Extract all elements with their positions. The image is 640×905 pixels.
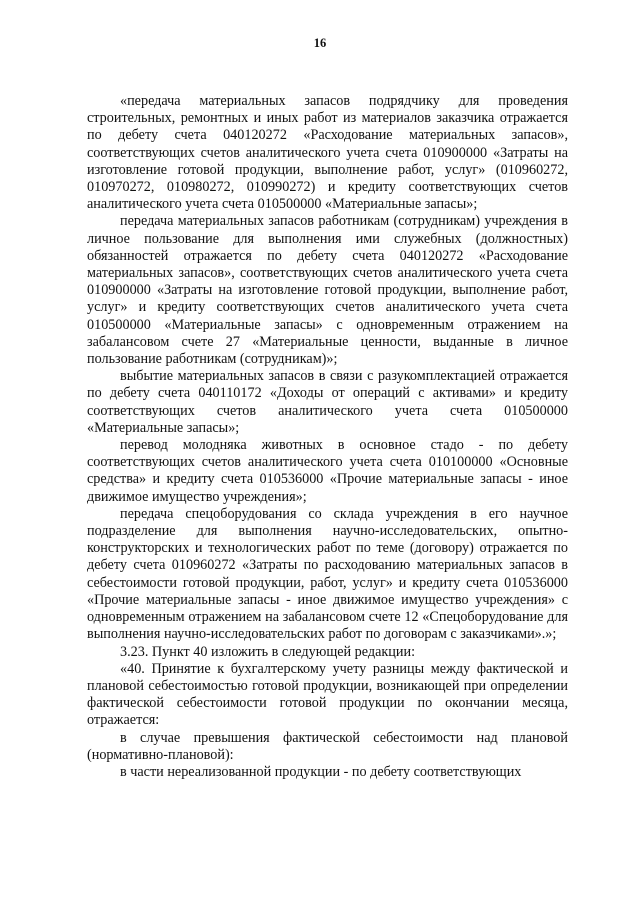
- paragraph: передача спецоборудования со склада учреждения в его научное подразделение для выполнения научно-исследовательских, опытно-конструкторских и технологических работ по теме (договору) отражается по дебету счета 010960272 «Затраты по расходованию материальных запасов в себестоимости готовой продукции, работ, услуг» и кредиту счета 010536000 «Прочие материальные запасы - иное движимое имущество учреждения» с одновременным отражением на забалансовом счете 12 «Спецоборудование для выполнения научно-исследовательских работ по договорам с заказчиками».»;: [87, 505, 568, 643]
- section-heading: 3.23. Пункт 40 изложить в следующей редакции:: [120, 643, 416, 660]
- page-number: 16: [313, 36, 327, 50]
- paragraph: «передача материальных запасов подрядчику для проведения строительных, ремонтных и иных работ из материалов заказчика отражается по дебету счета 040120272 «Расходование материальных запасов», соответствующих счетов аналитического учета счета 010900000 «Затраты на изготовление готовой продукции, выполнение работ, услуг» (010960272, 010970272, 010980272, 010990272) и кредиту соответствующих счетов аналитического учета счета 010500000 «Материальные запасы»;: [87, 93, 568, 213]
- paragraph: передача материальных запасов работникам (сотрудникам) учреждения в личное пользование для выполнения ими служебных (должностных) обязанностей отражается по дебету счета 040120272 «Расходование материальных запасов», соответствующих счетов аналитического учета счета 010900000 «Затраты на изготовление готовой продукции, выполнение работ, услуг» и кредиту соответствующих счетов аналитического учета счета 010500000 «Материальные запасы» с одновременным отражением на забалансовом счете 27 «Материальные ценности, выданные в личное пользование работникам (сотрудникам)»;: [87, 213, 568, 368]
- paragraph: «40. Принятие к бухгалтерскому учету разницы между фактической и плановой себестоимостью готовой продукции, возникающей при определении фактической себестоимости готовой продукции по окончании месяца, отражается:: [87, 660, 568, 729]
- paragraph: в части нереализованной продукции - по дебету соответствующих: [120, 763, 522, 780]
- paragraph: перевод молодняка животных в основное стадо - по дебету соответствующих счетов аналитического учета счета 010100000 «Основные средства» и кредиту счета 010536000 «Прочие материальные запасы - иное движимое имущество учреждения»;: [87, 437, 568, 505]
- paragraph: выбытие материальных запасов в связи с разукомплектацией отражается по дебету счета 040110172 «Доходы от операций с активами» и кредиту соответствующих счетов аналитического учета счета 010500000 «Материальные запасы»;: [87, 368, 568, 436]
- paragraph: в случае превышения фактической себестоимости над плановой (нормативно-плановой):: [87, 729, 568, 763]
- document-body: [87, 93, 568, 781]
